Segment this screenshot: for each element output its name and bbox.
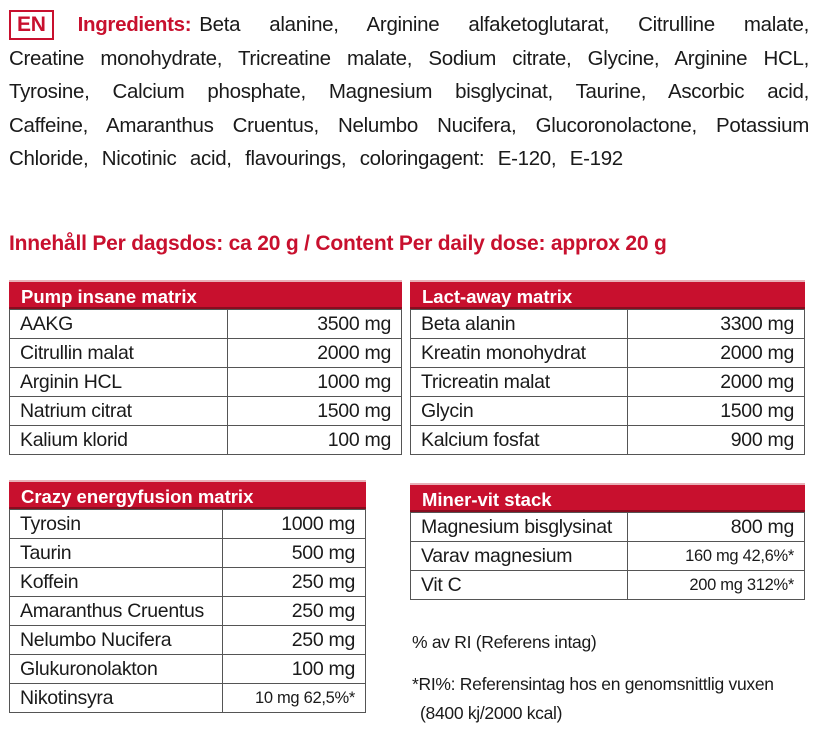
ingredient-amount: 100 mg xyxy=(228,426,402,455)
table-row xyxy=(10,310,402,339)
ri-note: % av RI (Referens intag) xyxy=(412,632,597,652)
ingredients-line-4: Caffeine, Amaranthus Cruentus, Nelumbo Nucifera, Glucoronolactone, Potassium xyxy=(9,113,809,137)
ingredient-amount: 3500 mg xyxy=(228,310,402,339)
ingredient-name: Tyrosin xyxy=(10,510,223,539)
table-title: Lact-away matrix xyxy=(410,280,805,309)
ingredient-name: Natrium citrat xyxy=(10,397,228,426)
table-row xyxy=(10,597,366,626)
table-row xyxy=(411,542,805,571)
ingredient-amount: 1500 mg xyxy=(228,397,402,426)
ingredient-amount: 1000 mg xyxy=(223,510,366,539)
ingredient-amount: 2000 mg xyxy=(628,368,805,397)
ingredient-amount: 250 mg xyxy=(223,597,366,626)
ingredients-block xyxy=(9,8,809,176)
content-header: Innehåll Per dagsdos: ca 20 g / Content Per daily dose: approx 20 g xyxy=(9,232,667,255)
ingredient-name: Tricreatin malat xyxy=(411,368,628,397)
ingredient-name: Vit C xyxy=(411,571,628,600)
table-title: Crazy energyfusion matrix xyxy=(9,480,366,509)
ingredients-line-2: Creatine monohydrate, Tricreatine malate, Sodium citrate, Glycine, Arginine HCL, xyxy=(9,46,809,70)
ingredient-name: Kreatin monohydrat xyxy=(411,339,628,368)
table-row xyxy=(10,568,366,597)
ingredient-amount: 1000 mg xyxy=(228,368,402,397)
ingredient-name: Koffein xyxy=(10,568,223,597)
table-row xyxy=(10,368,402,397)
table-row xyxy=(10,397,402,426)
ingredient-amount: 10 mg 62,5%* xyxy=(223,684,366,713)
ingredient-amount: 2000 mg xyxy=(628,339,805,368)
ri-energy-reference: (8400 kj/2000 kcal) xyxy=(420,703,563,723)
ingredient-name: AAKG xyxy=(10,310,228,339)
table-row xyxy=(10,339,402,368)
crazy-energyfusion-matrix-table xyxy=(9,480,366,713)
ri-definition: *RI%: Referensintag hos en genomsnittlig vuxen xyxy=(412,674,774,694)
table-row xyxy=(411,368,805,397)
ingredient-name: Kalium klorid xyxy=(10,426,228,455)
ingredient-amount: 100 mg xyxy=(223,655,366,684)
table-row xyxy=(411,397,805,426)
lact-away-matrix-table xyxy=(410,280,805,455)
ingredients-label: Ingredients: xyxy=(77,13,192,36)
ingredient-name: Nelumbo Nucifera xyxy=(10,626,223,655)
table-title: Miner-vit stack xyxy=(410,483,805,512)
ingredients-line-5: Chloride, Nicotinic acid, flavourings, coloringagent: E-120, E-192 xyxy=(9,147,623,170)
table-row xyxy=(411,426,805,455)
ingredient-amount: 800 mg xyxy=(628,513,805,542)
miner-vit-stack-table xyxy=(410,483,805,600)
table-row xyxy=(411,571,805,600)
pump-matrix-table xyxy=(9,280,402,455)
table-row xyxy=(10,539,366,568)
ingredient-name: Glycin xyxy=(411,397,628,426)
table-row xyxy=(411,310,805,339)
ingredient-name: Arginin HCL xyxy=(10,368,228,397)
ingredient-amount: 160 mg 42,6%* xyxy=(628,542,805,571)
ingredient-name: Citrullin malat xyxy=(10,339,228,368)
language-badge: EN xyxy=(9,10,54,40)
table-title: Pump insane matrix xyxy=(9,280,402,309)
ingredient-name: Nikotinsyra xyxy=(10,684,223,713)
ingredient-name: Magnesium bisglysinat xyxy=(411,513,628,542)
ingredient-name: Beta alanin xyxy=(411,310,628,339)
table-row xyxy=(411,339,805,368)
ingredient-name: Glukuronolakton xyxy=(10,655,223,684)
ingredient-amount: 3300 mg xyxy=(628,310,805,339)
ingredient-name: Varav magnesium xyxy=(411,542,628,571)
ingredient-amount: 250 mg xyxy=(223,568,366,597)
ingredient-amount: 200 mg 312%* xyxy=(628,571,805,600)
ingredients-line-3: Tyrosine, Calcium phosphate, Magnesium bisglycinat, Taurine, Ascorbic acid, xyxy=(9,80,809,103)
ingredient-amount: 900 mg xyxy=(628,426,805,455)
ingredient-amount: 500 mg xyxy=(223,539,366,568)
ingredient-name: Taurin xyxy=(10,539,223,568)
table-row xyxy=(411,513,805,542)
ingredient-amount: 250 mg xyxy=(223,626,366,655)
table-row xyxy=(10,684,366,713)
ingredient-amount: 2000 mg xyxy=(228,339,402,368)
table-row xyxy=(10,626,366,655)
table-row xyxy=(10,426,402,455)
table-row xyxy=(10,655,366,684)
ingredients-text: Beta alanine, Arginine alfaketoglutarat, Citrulline malate, xyxy=(199,13,809,36)
ingredient-name: Amaranthus Cruentus xyxy=(10,597,223,626)
ingredient-amount: 1500 mg xyxy=(628,397,805,426)
ingredients-line-1 xyxy=(9,8,809,42)
ingredient-name: Kalcium fosfat xyxy=(411,426,628,455)
table-row xyxy=(10,510,366,539)
